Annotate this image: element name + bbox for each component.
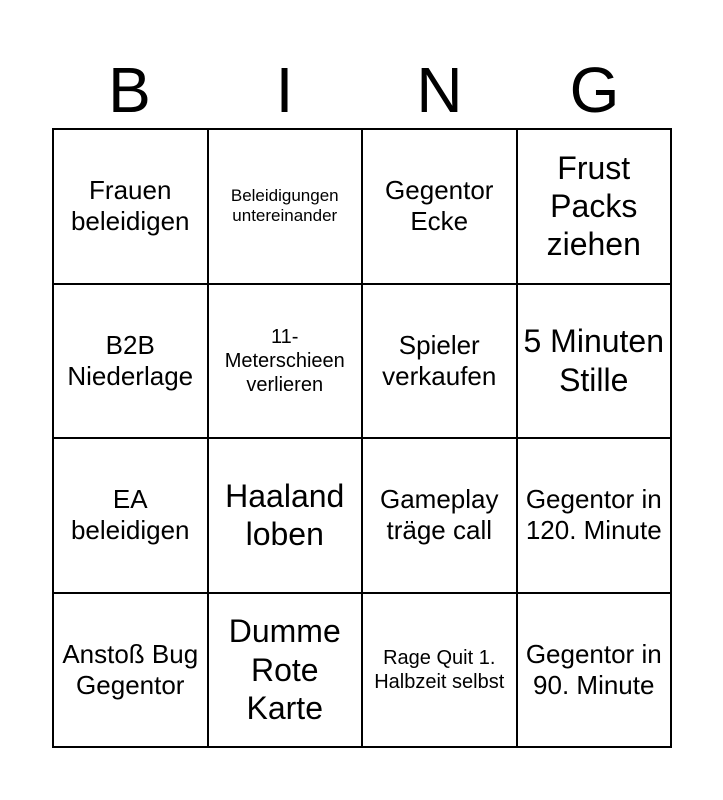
header-letter-n: N: [416, 54, 463, 126]
header-letter-b: B: [108, 54, 151, 126]
bingo-cell[interactable]: [208, 129, 363, 284]
bingo-cell[interactable]: [362, 284, 517, 439]
bingo-cell[interactable]: [517, 284, 672, 439]
cell-label: Dumme Rote Karte: [228, 613, 341, 726]
bingo-cell[interactable]: [517, 129, 672, 284]
header-letter-i: I: [275, 54, 294, 126]
cell-label: Gegentor Ecke: [385, 175, 494, 237]
cell-label: 11-Meterschieen verlieren: [224, 325, 345, 396]
cell-label: Rage Quit 1. Halbzeit selbst: [374, 646, 505, 693]
bingo-cell[interactable]: [362, 438, 517, 593]
cell-label: Spieler verkaufen: [382, 329, 497, 391]
cell-label: Gegentor in 120. Minute: [525, 484, 662, 546]
cell-label: Anstoß Bug Gegentor: [62, 638, 199, 700]
cell-label: Frust Packs ziehen: [546, 149, 641, 263]
bingo-cell[interactable]: [208, 593, 363, 748]
bingo-cell[interactable]: [53, 593, 208, 748]
bingo-cell[interactable]: [53, 438, 208, 593]
bingo-cell[interactable]: [208, 438, 363, 593]
bingo-grid: [52, 128, 672, 748]
cell-label: Frauen beleidigen: [70, 175, 190, 237]
bingo-cell[interactable]: [517, 593, 672, 748]
cell-label: Gegentor in 90. Minute: [525, 638, 662, 700]
cell-label: EA beleidigen: [70, 484, 190, 546]
bingo-header: [52, 52, 672, 128]
bingo-cell[interactable]: [208, 284, 363, 439]
cell-label: B2B Niederlage: [67, 329, 194, 391]
header-letter-g: G: [569, 54, 620, 126]
bingo-cell[interactable]: [362, 593, 517, 748]
bingo-cell[interactable]: [362, 129, 517, 284]
bingo-cell[interactable]: [517, 438, 672, 593]
cell-label: 5 Minuten Stille: [523, 323, 665, 398]
cell-label: Haaland loben: [225, 477, 345, 553]
cell-label: Beleidigungen untereinander: [230, 185, 339, 226]
bingo-cell[interactable]: [53, 129, 208, 284]
bingo-cell[interactable]: [53, 284, 208, 439]
cell-label: Gameplay träge call: [380, 484, 499, 546]
